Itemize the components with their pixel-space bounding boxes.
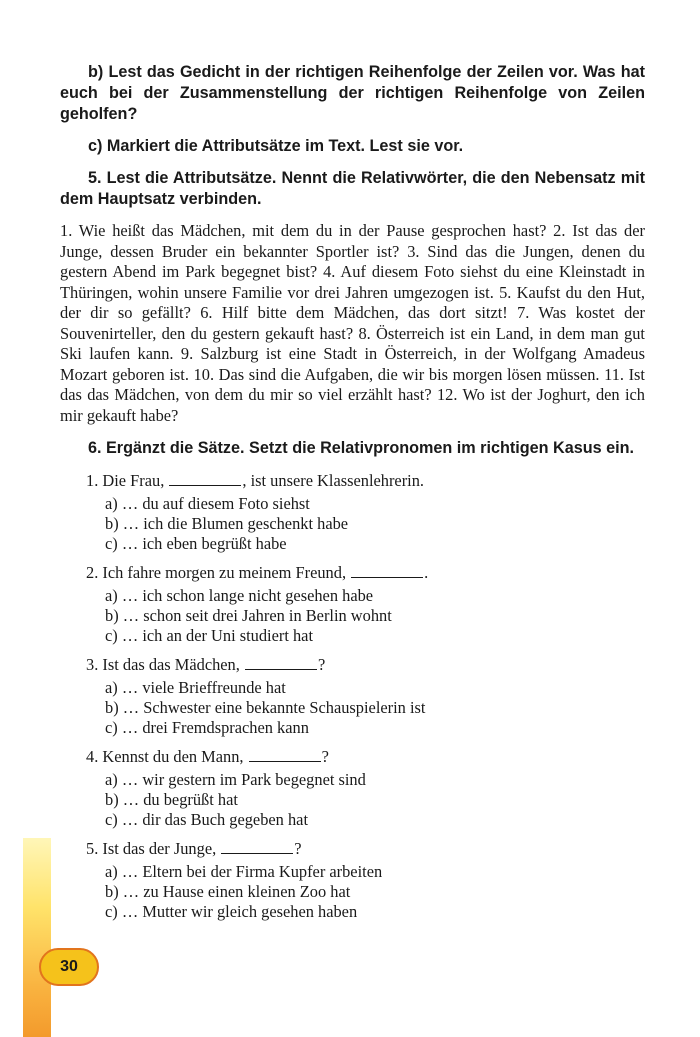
question-start: 3. Ist das das Mädchen, [86, 655, 244, 674]
answer-blank [249, 749, 321, 762]
option-c: c) … ich eben begrüßt habe [105, 534, 287, 553]
question-end: . [424, 563, 429, 582]
question-start: 1. Die Frau, [86, 471, 169, 490]
question-end: , ist unsere Klassenlehrerin. [242, 471, 425, 490]
item-question [86, 470, 645, 491]
question-end: ? [317, 655, 326, 674]
answer-blank [245, 657, 317, 670]
answer-blank [351, 565, 423, 578]
option-a: a) … viele Brieffreunde hat [105, 678, 286, 697]
exercise-item-2 [86, 562, 645, 646]
question-start: 4. Kennst du den Mann, [86, 747, 248, 766]
option-b: b) … ich die Blumen geschenkt habe [105, 514, 349, 533]
option-list [105, 494, 645, 554]
question-end: ? [321, 747, 329, 766]
task-b-heading: b) Lest das Gedicht in der richtigen Reihenfolge der Zeilen vor. Was hat euch bei der Zusammenstellung der richtigen Reihenfolge von Zeilen geholfen? [60, 63, 645, 123]
task-5-heading: 5. Lest die Attributsätze. Nennt die Relativwörter, die den Nebensatz mit dem Hauptsatz verbinden. [60, 169, 645, 208]
page-number-badge [39, 948, 99, 986]
option-b: b) … zu Hause einen kleinen Zoo hat [105, 882, 351, 901]
option-b: b) … Schwester eine bekannte Schauspielerin ist [105, 698, 426, 717]
item-question [86, 838, 645, 859]
exercise-item-1 [86, 470, 645, 554]
item-question [86, 746, 645, 767]
question-start: 2. Ich fahre morgen zu meinem Freund, [86, 563, 351, 582]
task-6-heading: 6. Ergänzt die Sätze. Setzt die Relativpronomen im richtigen Kasus ein. [88, 439, 635, 457]
question-end: ? [294, 839, 302, 858]
answer-blank [221, 841, 293, 854]
question-start: 5. Ist das der Junge, [86, 839, 221, 858]
task-5-text: 1. Wie heißt das Mädchen, mit dem du in der Pause gesprochen hast? 2. Ist das der Junge, dessen Bruder ein bekannter Sportler ist? 3. Sind das die Jungen, denen du gestern Abend im Park begegnet bist? 4. Auf diesem Foto siehst du eine Kleinstadt in Thüringen, wohin unsere Familie vor drei Jahren umgezogen ist. 5. Kaufst du den Hut, der dir so gefällt? 6. Hilf bitte dem Mädchen, das dort sitzt! 7. Was kostet der Souvenirteller, den du gestern gekauft hast? 8. Österreich ist ein Land, in dem man gut Ski laufen kann. 9. Salzburg ist eine Stadt in Österreich, in der Wolfgang Amadeus Mozart geboren ist. 10. Das sind die Aufgaben, die wir bis morgen lösen müssen. 11. Ist das das Mädchen, von dem du mir so viel erzählt hast? 12. Wo ist der Joghurt, den ich mir gekauft habe? [60, 221, 645, 425]
item-question [86, 654, 645, 675]
exercise-item-4 [86, 746, 645, 830]
option-list [105, 862, 645, 922]
page-number: 30 [60, 958, 78, 975]
item-question [86, 562, 645, 583]
option-a: a) … ich schon lange nicht gesehen habe [105, 586, 374, 605]
task-c-heading: c) Markiert die Attributsätze im Text. Lest sie vor. [88, 137, 464, 155]
answer-blank [169, 473, 241, 486]
option-a: a) … wir gestern im Park begegnet sind [105, 770, 366, 789]
exercise-item-3 [86, 654, 645, 738]
option-c: c) … ich an der Uni studiert hat [105, 626, 314, 645]
option-list [105, 770, 645, 830]
option-b: b) … schon seit drei Jahren in Berlin wohnt [105, 606, 392, 625]
option-a: a) … Eltern bei der Firma Kupfer arbeiten [105, 862, 383, 881]
option-list [105, 678, 645, 738]
option-a: a) … du auf diesem Foto siehst [105, 494, 310, 513]
page-content [60, 62, 645, 930]
option-c: c) … drei Fremdsprachen kann [105, 718, 309, 737]
exercise-item-5 [86, 838, 645, 922]
option-b: b) … du begrüßt hat [105, 790, 238, 809]
option-c: c) … Mutter wir gleich gesehen haben [105, 902, 358, 921]
option-list [105, 586, 645, 646]
option-c: c) … dir das Buch gegeben hat [105, 810, 308, 829]
decorative-side-bar [23, 838, 51, 1037]
